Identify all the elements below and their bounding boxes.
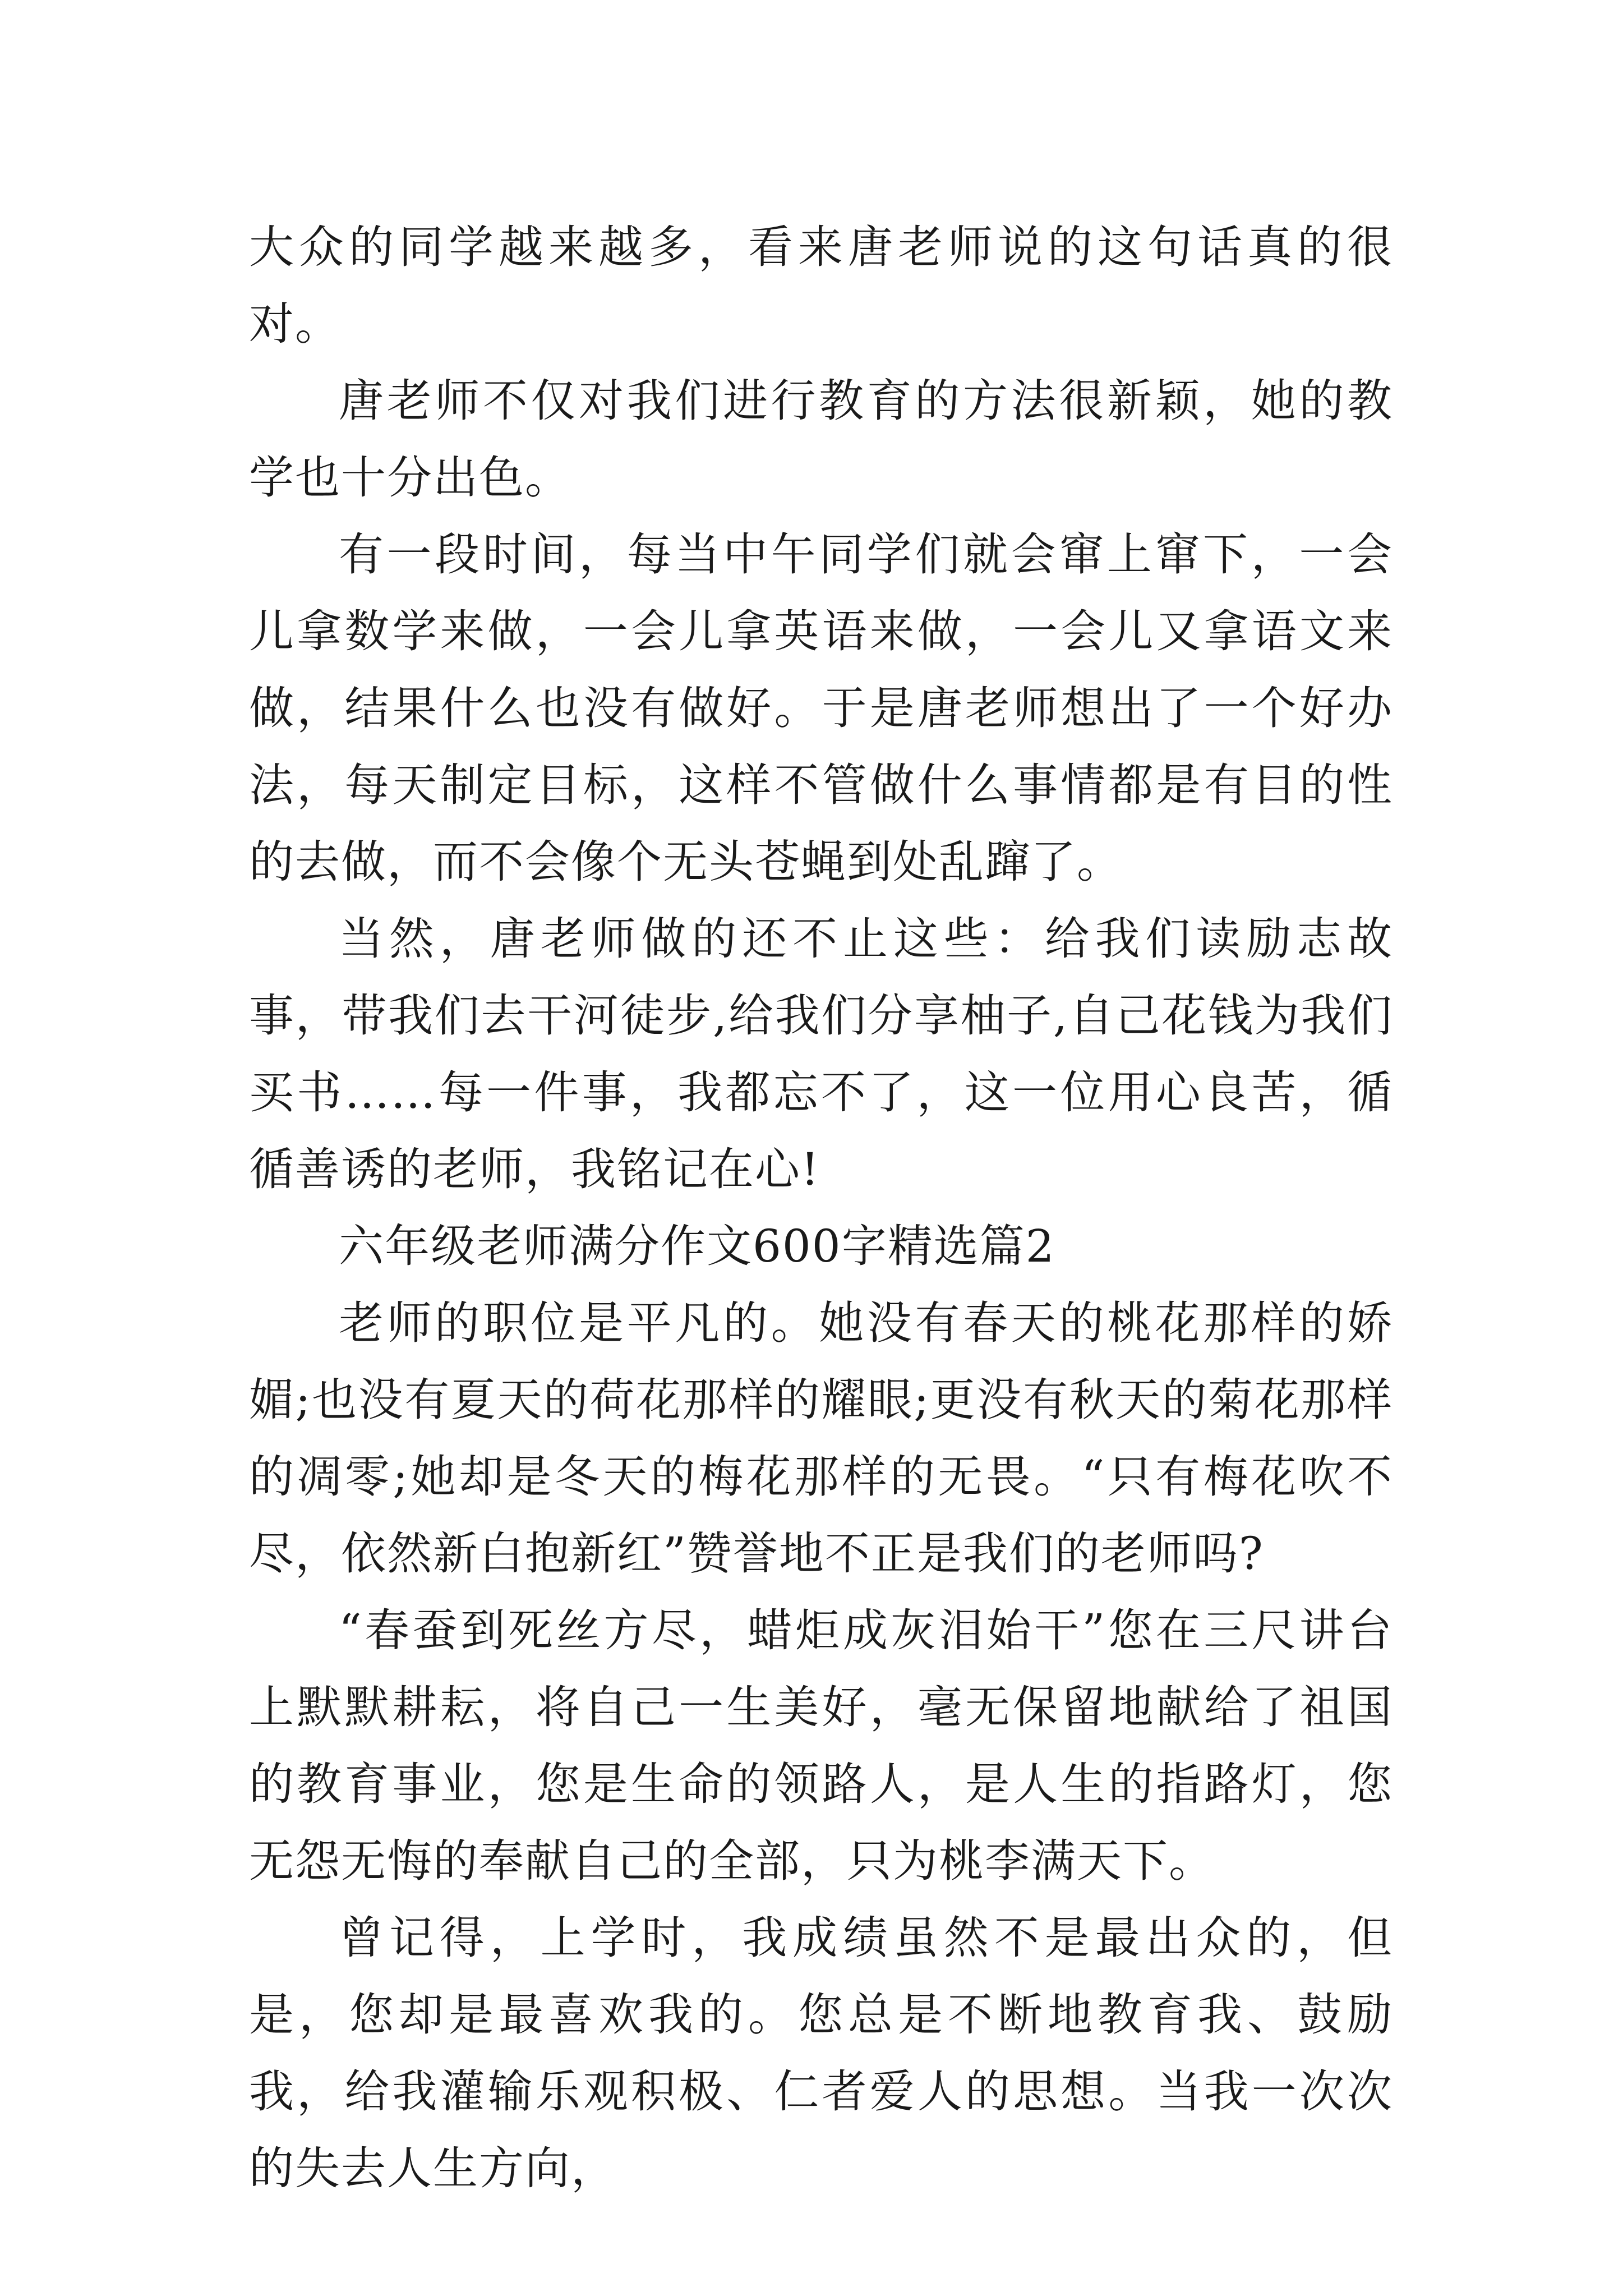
paragraph-4: 当然，唐老师做的还不止这些：给我们读励志故事，带我们去干河徒步,给我们分享柚子,自己花钱为我们买书……每一件事，我都忘不了，这一位用心良苦，循循善诱的老师，我铭记在心! (249, 913, 1393, 1195)
paragraph-3: 有一段时间，每当中午同学们就会窜上窜下，一会儿拿数学来做，一会儿拿英语来做，一会儿又拿语文来做，结果什么也没有做好。于是唐老师想出了一个好办法，每天制定目标，这样不管做什么事情都是有目的性的去做，而不会像个无头苍蝇到处乱蹿了。 (249, 528, 1393, 888)
paragraph-1: 大众的同学越来越多，看来唐老师说的这句话真的很对。 (249, 221, 1393, 350)
paragraph-7: 曾记得，上学时，我成绩虽然不是最出众的，但是，您却是最喜欢我的。您总是不断地教育我、鼓励我，给我灌输乐观积极、仁者爱人的思想。当我一次次的失去人生方向， (249, 1912, 1393, 2194)
paragraph-6: “春蚕到死丝方尽，蜡炬成灰泪始干”您在三尺讲台上默默耕耘，将自己一生美好，毫无保留地献给了祖国的教育事业，您是生命的领路人，是人生的指路灯，您无怨无悔的奉献自己的全部，只为桃李满天下。 (249, 1604, 1393, 1887)
paragraph-2: 唐老师不仅对我们进行教育的方法很新颖，她的教学也十分出色。 (249, 375, 1393, 504)
section-heading: 六年级老师满分作文600字精选篇2 (339, 1220, 1055, 1272)
paragraph-5: 老师的职位是平凡的。她没有春天的桃花那样的娇媚;也没有夏天的荷花那样的耀眼;更没有秋天的菊花那样的凋零;她却是冬天的梅花那样的无畏。“只有梅花吹不尽，依然新白抱新红”赞誉地不正是我们的老师吗? (249, 1297, 1393, 1580)
article-body (249, 209, 1393, 2207)
